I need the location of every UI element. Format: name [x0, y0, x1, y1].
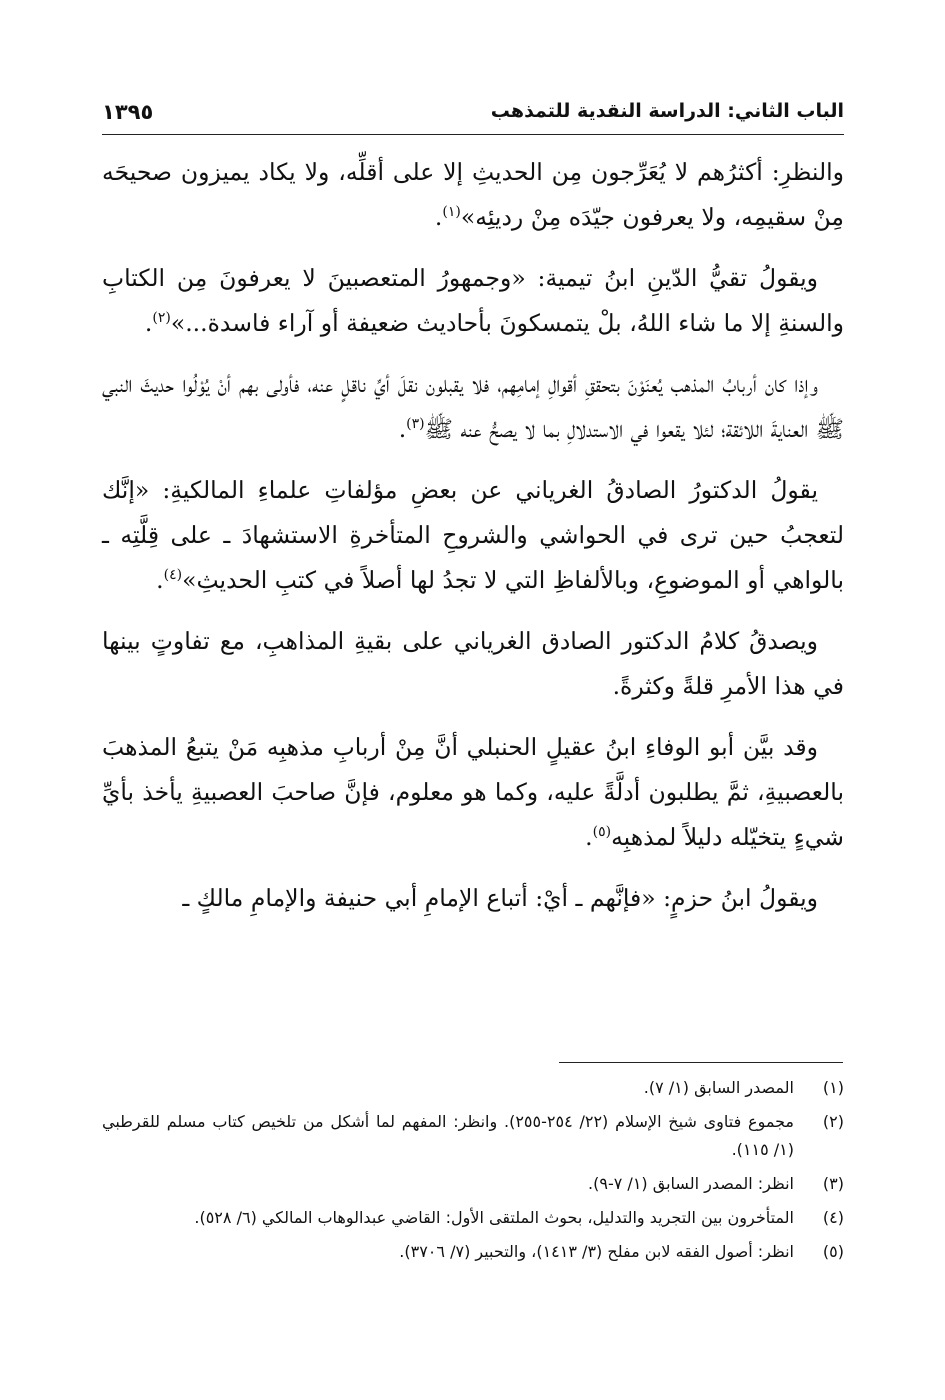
footnote [102, 1108, 844, 1164]
main-text [102, 150, 844, 937]
footnote [102, 1238, 844, 1266]
footnote-text: انظر: المصدر السابق (١/ ٧-٩). [588, 1174, 794, 1193]
footnote [102, 1170, 844, 1198]
footnote-text: مجموع فتاوى شيخ الإسلام (٢٢/ ٢٥٤-٢٥٥). وانظر: المفهم لما أشكل من تلخيص كتاب مسلم للقرطبي (١/ ١١٥). [102, 1112, 795, 1159]
footnote-ref[interactable]: (٤) [163, 567, 183, 584]
footnote-separator [559, 1062, 843, 1063]
footnote-number: (١) [822, 1078, 844, 1097]
footnote-number: (٤) [822, 1208, 844, 1227]
footnote [102, 1204, 844, 1232]
footnotes [102, 1074, 844, 1272]
paragraph: وإذا كان أربابُ المذهب يُعنَوْنَ بتحققِ أقوالِ إمامِهم، فلا يقبلون نقلَ أيِّ ناقلٍ عنه، فأولى بهم أنْ يُوْلُوا حديثَ النبي ﷺ العنايةَ اللائقة؛ لئلا يقعوا في الاستدلالِ بما لا يصحُّ عنه ﷺ$^{(٣)}$. [102, 370, 844, 443]
page-number: ١٣٩٥ [102, 100, 154, 124]
footnote-ref[interactable]: (١) [442, 204, 461, 221]
paragraph: ويقولُ تقيُّ الدّينِ ابنُ تيمية: «وجمهورُ المتعصبينَ لا يعرفونَ مِن الكتابِ والسنةِ إلا ما شاء اللهُ، بلْ يتمسكونَ بأحاديث ضعيفة أو آراء فاسدة...»$^{(٢)}$. [102, 264, 844, 337]
footnote-text: انظر: أصول الفقه لابن مفلح (٣/ ١٤١٣)، والتحبير (٧/ ٣٧٠٦). [399, 1242, 794, 1261]
footnote-number: (٥) [822, 1242, 844, 1261]
footnote [102, 1074, 844, 1102]
footnote-number: (٢) [822, 1112, 844, 1131]
paragraph: ويقولُ ابنُ حزمٍ: «فإنَّهم ـ أيْ: أتباع الإمامِ أبي حنيفة والإمامِ مالكٍ ـ [182, 884, 818, 912]
paragraph: وقد بيَّن أبو الوفاءِ ابنُ عقيلٍ الحنبلي أنَّ مِنْ أربابِ مذهبِه مَنْ يتبعُ المذهبَ بالعصبيةِ، ثمَّ يطلبون أدلَّةً عليه، وكما هو معلوم، فإنَّ صاحبَ العصبيةِ يأخذ بأيِّ شيءٍ يتخيّله دليلاً لمذهبِه$^{(٥)}$. [102, 733, 844, 851]
footnote-ref[interactable]: (٢) [152, 310, 171, 327]
paragraph: ويصدقُ كلامُ الدكتور الصادق الغرياني على بقيةِ المذاهبِ، مع تفاوتٍ بينها في هذا الأمرِ قلةً وكثرةً. [102, 627, 844, 700]
footnote-ref[interactable]: (٣) [406, 416, 425, 433]
footnote-ref[interactable]: (٥) [592, 824, 612, 841]
paragraph: والنظرِ: أكثرُهم لا يُعَرِّجون مِن الحديثِ إلا على أقلِّه، ولا يكاد يميزون صحيحَه مِنْ سقيمِه، ولا يعرفون جيّدَه مِنْ رديئِه»$^{(١)}$. [102, 158, 844, 231]
footnote-number: (٣) [822, 1174, 844, 1193]
running-header [102, 100, 844, 135]
footnote-text: المصدر السابق (١/ ٧). [643, 1078, 794, 1097]
footnote-text: المتأخرون بين التجريد والتدليل، بحوث الملتقى الأول: القاضي عبدالوهاب المالكي (٦/ ٥٢٨). [194, 1208, 794, 1227]
chapter-title: الباب الثاني: الدراسة النقدية للتمذهب [490, 100, 844, 122]
paragraph: يقولُ الدكتورُ الصادقُ الغرياني عن بعضِ مؤلفاتِ علماءِ المالكيةِ: «إنَّك لتعجبُ حين ترى في الحواشي والشروحِ المتأخرةِ الاستشهادَ ـ على قِلَّتِه ـ بالواهي أو الموضوعِ، وبالألفاظِ التي لا تجدُ لها أصلاً في كتبِ الحديثِ»$^{(٤)}$. [102, 476, 844, 594]
